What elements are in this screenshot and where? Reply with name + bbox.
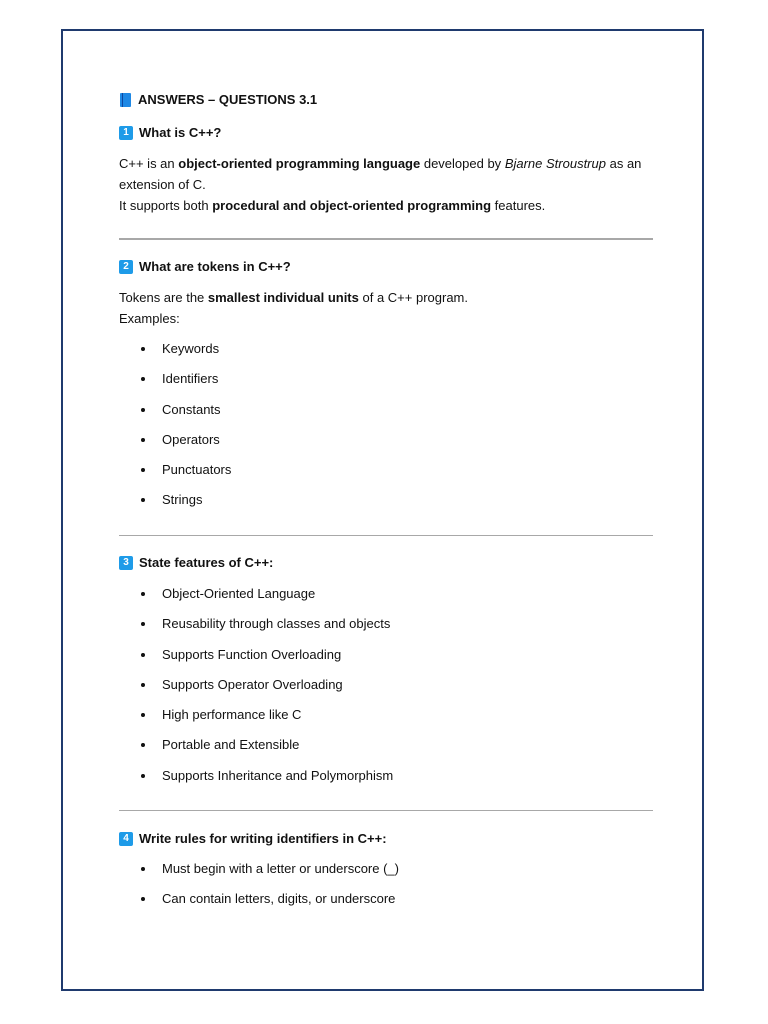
question-1-heading-text: What is C++? <box>139 125 222 140</box>
italic-text: Bjarne Stroustrup <box>504 156 606 171</box>
bold-text: smallest individual units <box>207 290 359 305</box>
list-item: Must begin with a letter or underscore (_) <box>119 860 653 890</box>
book-icon <box>119 92 132 108</box>
text-run: as an extension of C. <box>119 156 642 192</box>
question-4 <box>119 830 653 921</box>
list-item: Identifiers <box>119 370 653 400</box>
features-list <box>119 585 653 797</box>
list-item: Supports Function Overloading <box>119 646 653 676</box>
text-run: developed by <box>420 156 505 171</box>
bold-text: procedural and object-oriented programming <box>212 198 492 213</box>
list-item: Supports Operator Overloading <box>119 676 653 706</box>
question-1-paragraph-2 <box>119 195 653 216</box>
question-4-heading-text: Write rules for writing identifiers in C++: <box>139 831 387 846</box>
question-1-paragraph-1 <box>119 153 653 195</box>
number-2-icon: 2 <box>119 260 133 274</box>
number-3-icon: 3 <box>119 556 133 570</box>
question-1 <box>119 124 653 216</box>
list-item: Reusability through classes and objects <box>119 615 653 645</box>
text-run: It supports both <box>119 198 213 213</box>
tokens-list <box>119 340 653 522</box>
list-item: Operators <box>119 431 653 461</box>
list-item: Strings <box>119 491 653 521</box>
bold-text: object-oriented programming language <box>178 156 421 171</box>
list-item: Constants <box>119 401 653 431</box>
section-divider <box>119 238 653 240</box>
question-2-heading <box>119 258 653 276</box>
document-title-text: ANSWERS – QUESTIONS 3.1 <box>138 92 318 107</box>
list-item: Object-Oriented Language <box>119 585 653 615</box>
document-title <box>119 91 653 109</box>
question-4-heading <box>119 830 653 848</box>
identifier-rules-list <box>119 860 653 921</box>
list-item: Punctuators <box>119 461 653 491</box>
number-1-icon: 1 <box>119 126 133 140</box>
question-3-heading <box>119 554 653 572</box>
question-2-heading-text: What are tokens in C++? <box>139 259 291 274</box>
list-item: High performance like C <box>119 706 653 736</box>
number-4-icon: 4 <box>119 832 133 846</box>
list-item: Keywords <box>119 340 653 370</box>
list-item: Portable and Extensible <box>119 736 653 766</box>
question-2 <box>119 258 653 522</box>
section-divider <box>119 810 653 811</box>
question-3 <box>119 554 653 797</box>
document-page <box>61 29 704 991</box>
question-3-heading-text: State features of C++: <box>139 555 274 570</box>
text-run: C++ is an <box>119 156 179 171</box>
text-run: Tokens are the <box>119 290 208 305</box>
question-2-paragraph-1 <box>119 287 653 308</box>
section-divider <box>119 535 653 536</box>
text-run: of a C++ program. <box>358 290 468 305</box>
question-2-paragraph-2: Examples: <box>119 311 180 326</box>
list-item: Can contain letters, digits, or underscore <box>119 890 653 920</box>
list-item: Supports Inheritance and Polymorphism <box>119 767 653 797</box>
question-1-heading <box>119 124 653 142</box>
text-run: features. <box>491 198 546 213</box>
